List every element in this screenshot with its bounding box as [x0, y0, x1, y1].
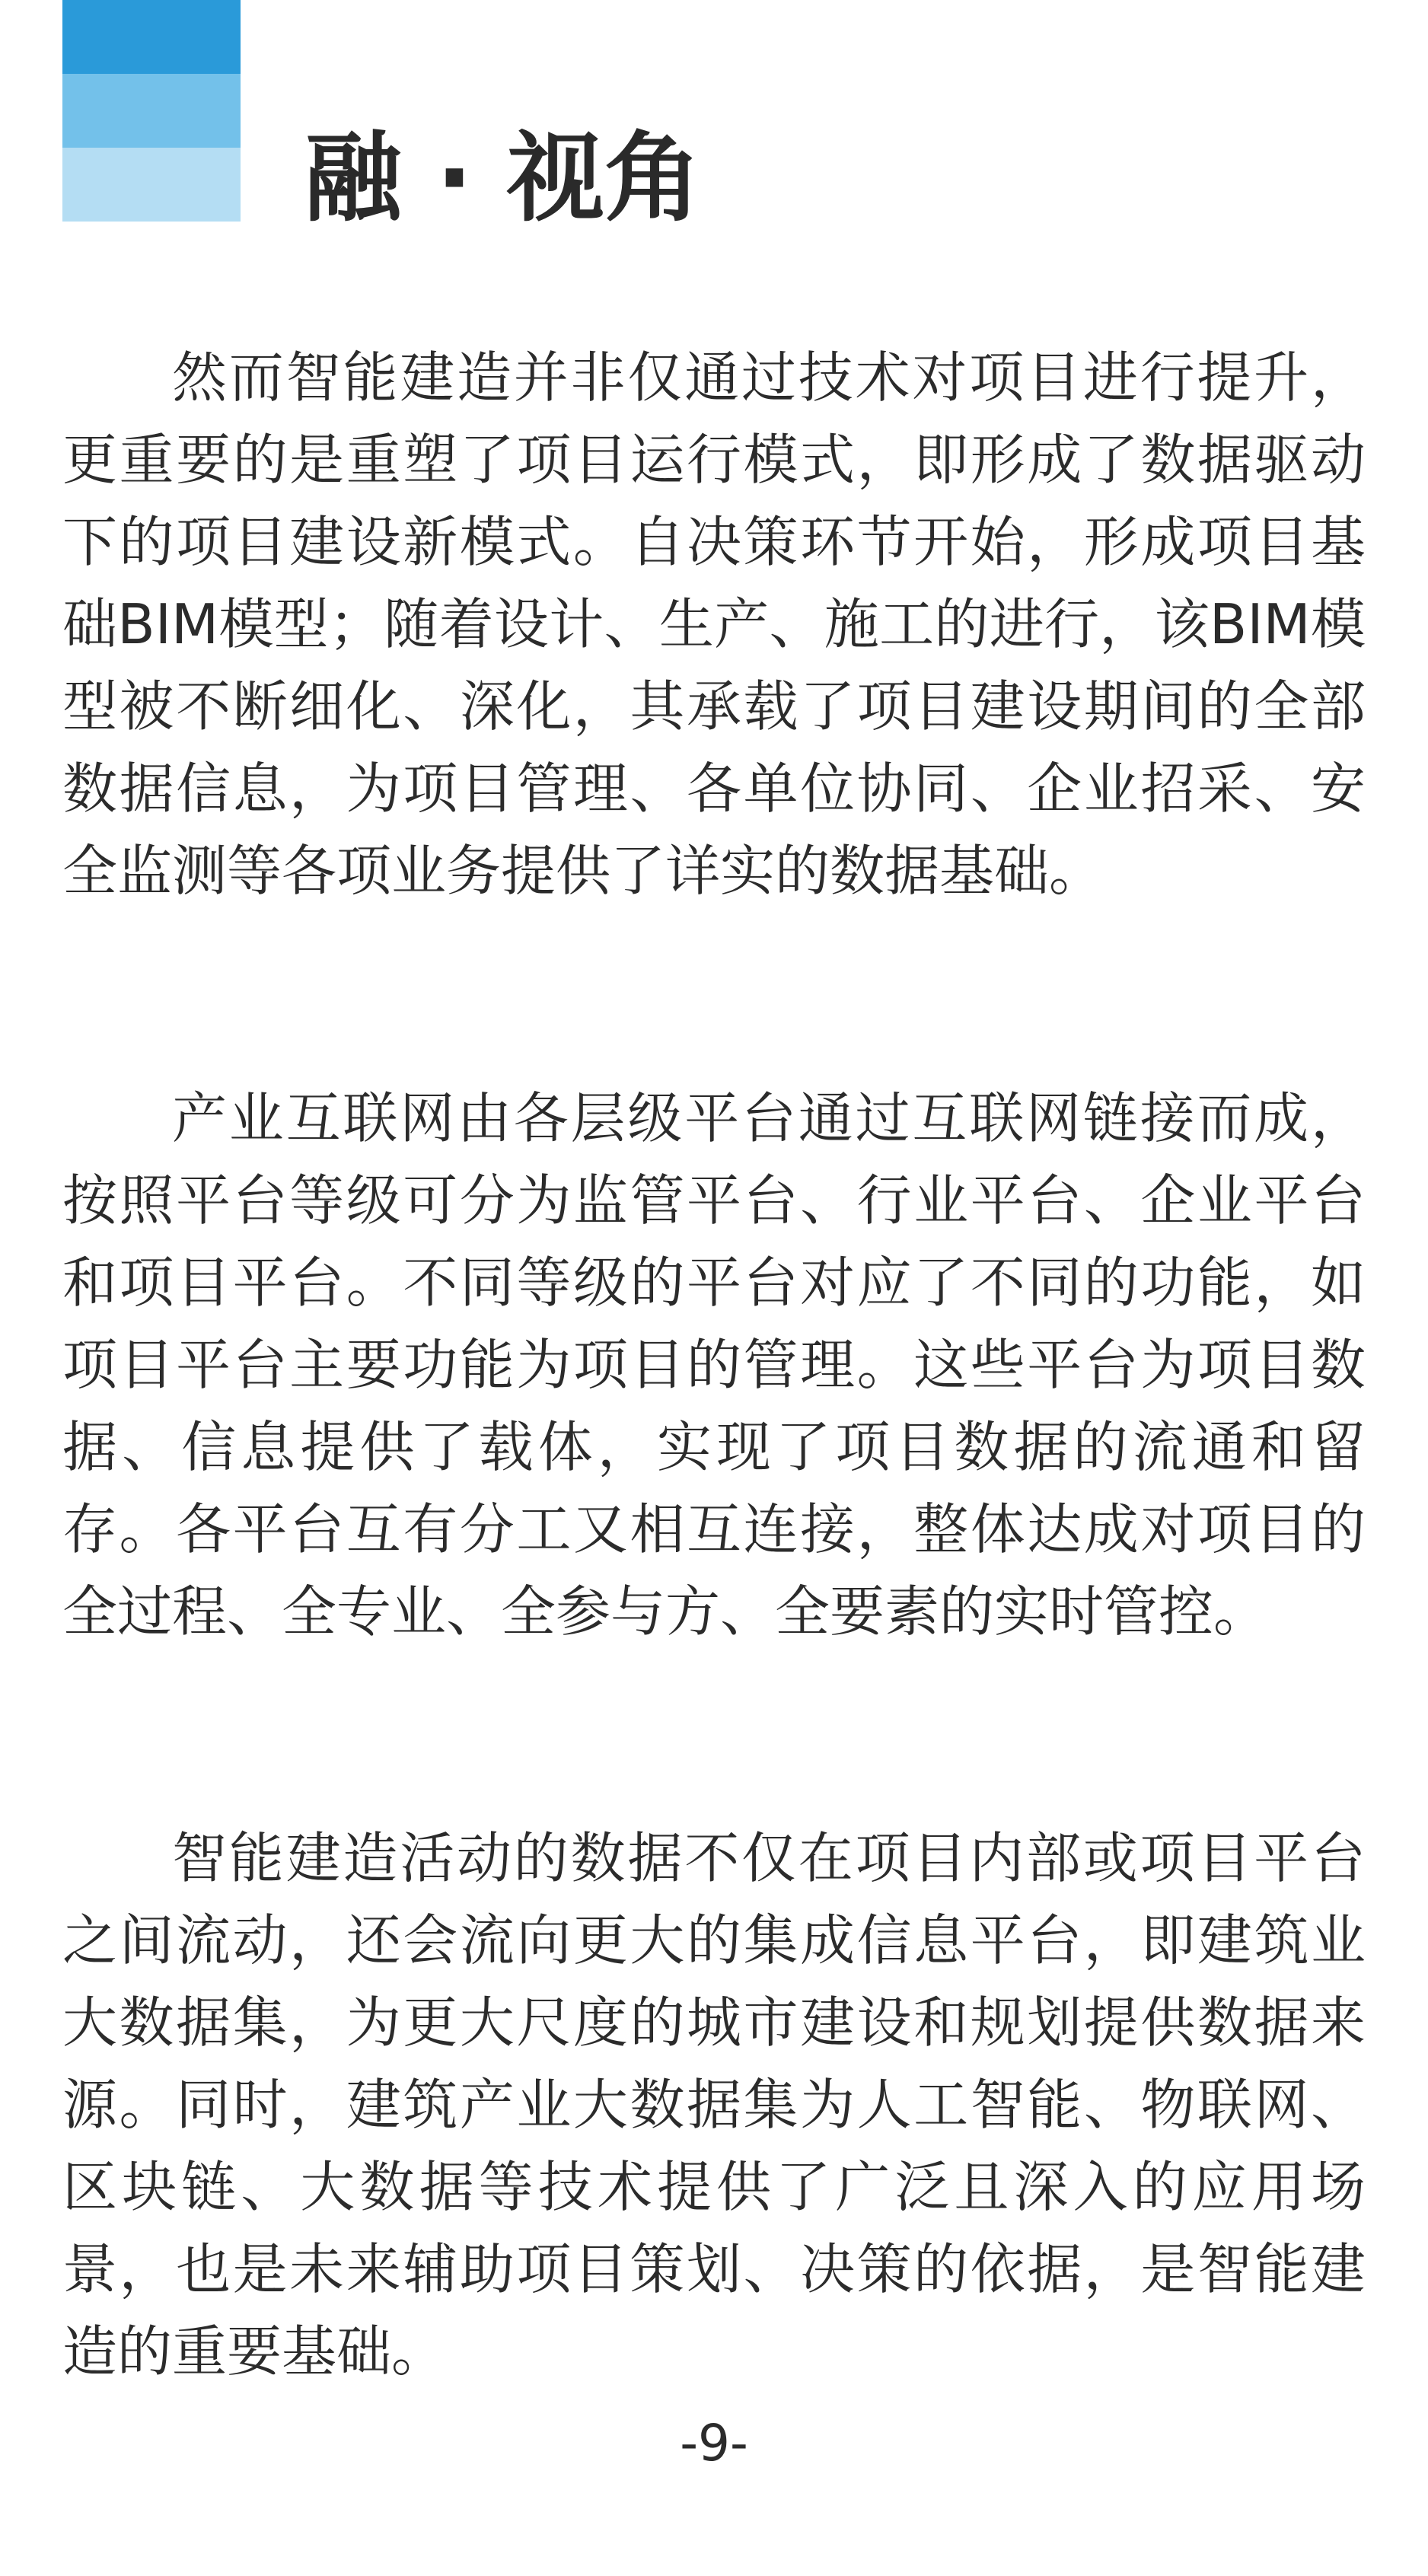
- header-color-bar-top: [62, 0, 241, 74]
- header-color-bar-bottom: [62, 148, 241, 222]
- page-title: 融 · 视角: [304, 122, 702, 235]
- header-color-bar-middle: [62, 74, 241, 148]
- page-number: -9-: [680, 2414, 748, 2472]
- paragraph-2: 产业互联网由各层级平台通过互联网链接而成，按照平台等级可分为监管平台、行业平台、企业平台和项目平台。不同等级的平台对应了不同的功能，如项目平台主要功能为项目的管理。这些平台为项目数据、信息提供了载体，实现了项目数据的流通和留存。各平台互有分工又相互连接，整体达成对项目的全过程、全专业、全参与方、全要素的实时管控。: [62, 1086, 1366, 1643]
- paragraph-1: 然而智能建造并非仅通过技术对项目进行提升，更重要的是重塑了项目运行模式，即形成了数据驱动下的项目建设新模式。自决策环节开始，形成项目基础BIM模型；随着设计、生产、施工的进行，该BIM模型被不断细化、深化，其承载了项目建设期间的全部数据信息，为项目管理、各单位协同、企业招采、安全监测等各项业务提供了详实的数据基础。: [62, 346, 1366, 903]
- paragraph-3: 智能建造活动的数据不仅在项目内部或项目平台之间流动，还会流向更大的集成信息平台，即建筑业大数据集，为更大尺度的城市建设和规划提供数据来源。同时，建筑产业大数据集为人工智能、物联网、区块链、大数据等技术提供了广泛且深入的应用场景，也是未来辅助项目策划、决策的依据，是智能建造的重要基础。: [62, 1826, 1366, 2383]
